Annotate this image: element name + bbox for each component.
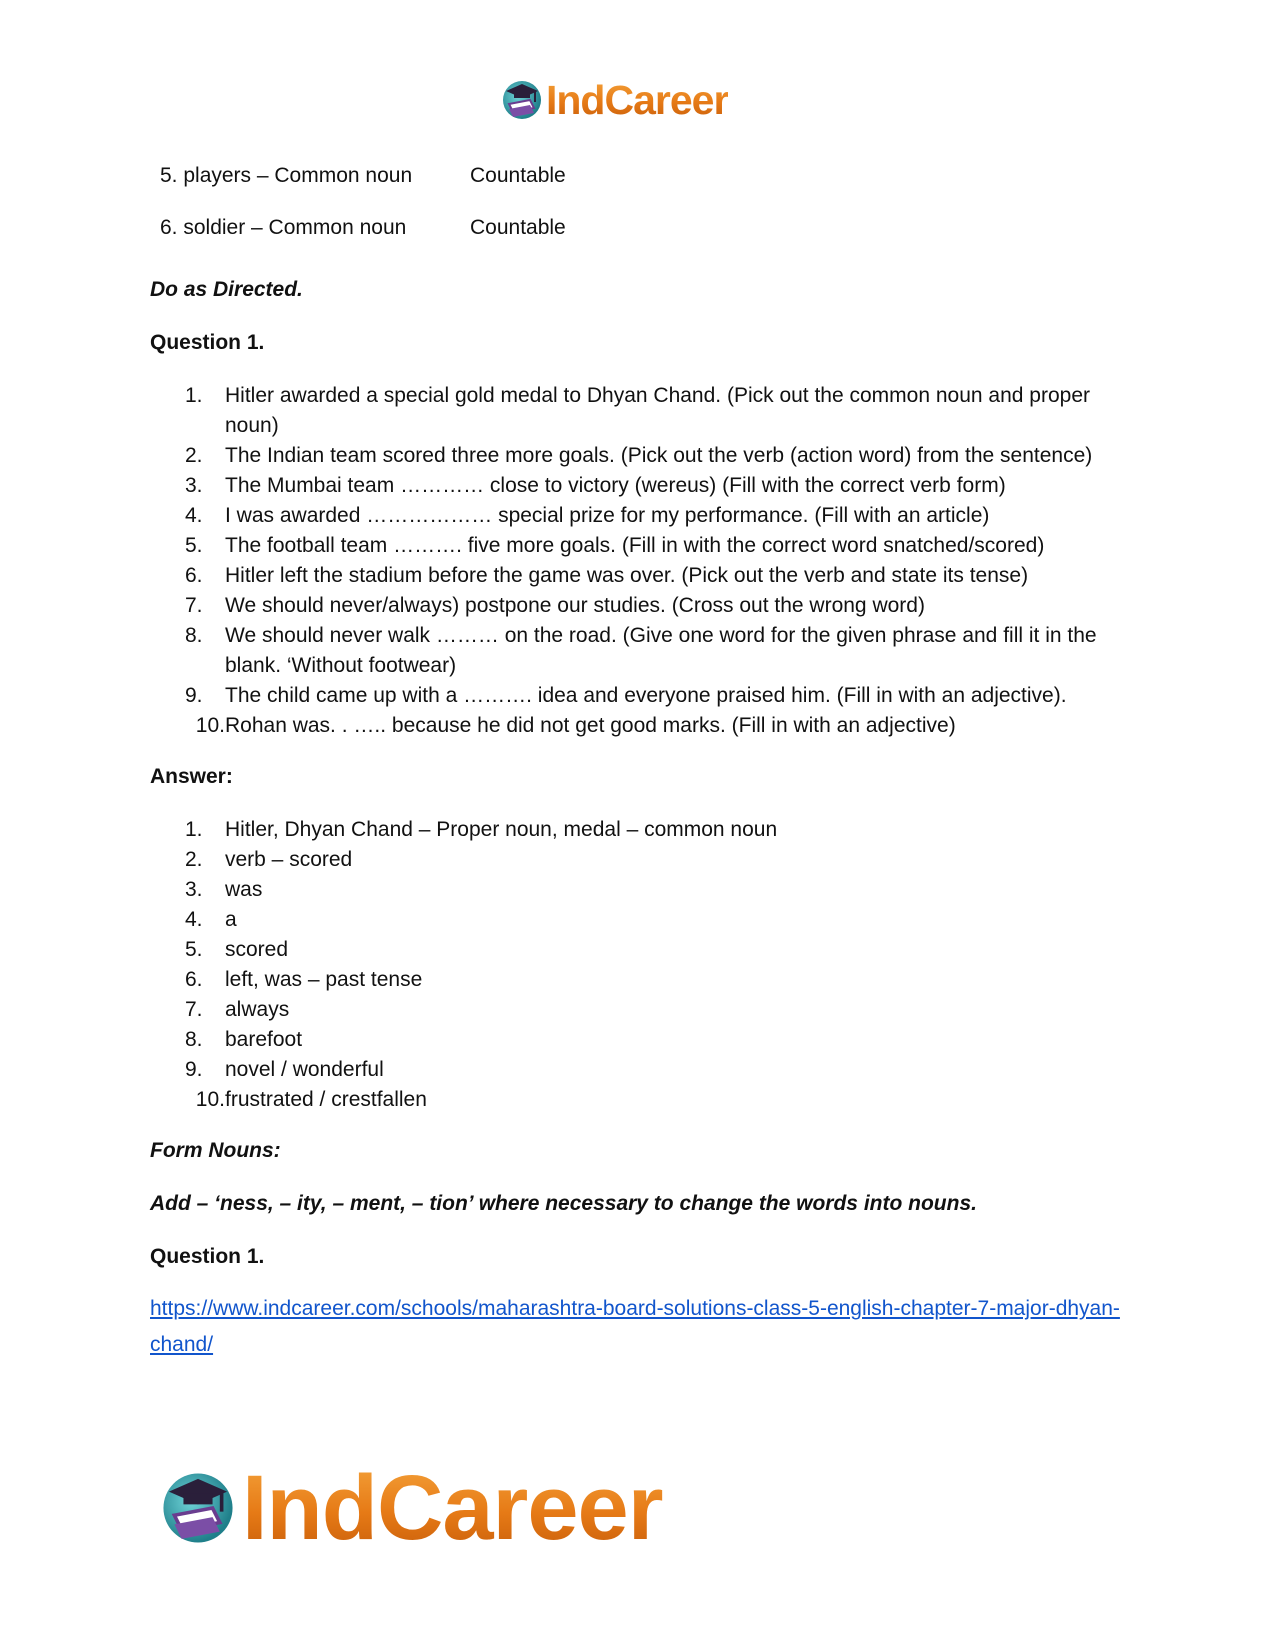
list-item: 5. The football team ………. five more goals. (Fill in with the correct word snatched/scored) <box>185 534 1045 557</box>
list-item: 10. frustrated / crestfallen <box>195 1088 427 1111</box>
list-item: 4. a <box>185 908 237 931</box>
noun-row <box>150 202 1130 254</box>
noun-kind: Countable <box>470 216 566 239</box>
source-url-link[interactable]: https://www.indcareer.com/schools/maharashtra-board-solutions-class-5-english-chapter-7-major-dhyan-chand/ <box>150 1297 1120 1356</box>
list-item: 1. Hitler awarded a special gold medal to Dhyan Chand. (Pick out the common noun and proper noun) <box>185 384 1090 437</box>
list-item: 5. scored <box>185 938 289 961</box>
list-item: 10. Rohan was. . ….. because he did not get good marks. (Fill in with an adjective) <box>195 714 956 737</box>
list-item: 2. The Indian team scored three more goals. (Pick out the verb (action word) from the sentence) <box>185 444 1093 467</box>
section-heading-form-nouns: Form Nouns: <box>150 1139 281 1162</box>
noun-kind: Countable <box>470 164 566 187</box>
list-item: 6. Hitler left the stadium before the game was over. (Pick out the verb and state its tense) <box>185 564 1029 587</box>
question-list <box>150 381 1130 741</box>
brand-logo-bottom <box>158 1457 663 1559</box>
list-item: 8. barefoot <box>185 1028 303 1051</box>
list-item: 4. I was awarded ……………… special prize for my performance. (Fill with an article) <box>185 504 990 527</box>
answer-label: Answer: <box>150 765 233 788</box>
section-heading-do-as-directed: Do as Directed. <box>150 278 303 301</box>
document-body <box>150 150 1130 1363</box>
section-instruction: Add – ‘ness, – ity, – ment, – tion’ where necessary to change the words into nouns. <box>150 1192 977 1215</box>
list-item: 9. The child came up with a ………. idea and everyone praised him. (Fill in with an adjective). <box>185 684 1067 707</box>
list-item: 8. We should never walk ……… on the road. (Give one word for the given phrase and fill it in the blank. ‘Without footwear) <box>185 624 1097 677</box>
list-item: 7. always <box>185 998 290 1021</box>
brand-name: IndCareer <box>242 1457 663 1559</box>
noun-row <box>150 150 1130 202</box>
list-item: 2. verb – scored <box>185 848 353 871</box>
answer-list <box>150 815 1130 1115</box>
noun-term: 5. players – Common noun <box>160 164 413 187</box>
noun-term: 6. soldier – Common noun <box>160 216 407 239</box>
question-label: Question 1. <box>150 331 265 354</box>
list-item: 3. The Mumbai team ………… close to victory (wereus) (Fill with the correct verb form) <box>185 474 1006 497</box>
list-item: 1. Hitler, Dhyan Chand – Proper noun, medal – common noun <box>185 818 778 841</box>
brand-name: IndCareer <box>546 77 729 123</box>
list-item: 6. left, was – past tense <box>185 968 423 991</box>
list-item: 9. novel / wonderful <box>185 1058 384 1081</box>
graduate-book-icon <box>158 1468 238 1548</box>
brand-logo-top <box>500 78 728 122</box>
list-item: 7. We should never/always) postpone our studies. (Cross out the wrong word) <box>185 594 925 617</box>
question-label: Question 1. <box>150 1245 265 1268</box>
list-item: 3. was <box>185 878 263 901</box>
graduate-book-icon <box>500 78 544 122</box>
